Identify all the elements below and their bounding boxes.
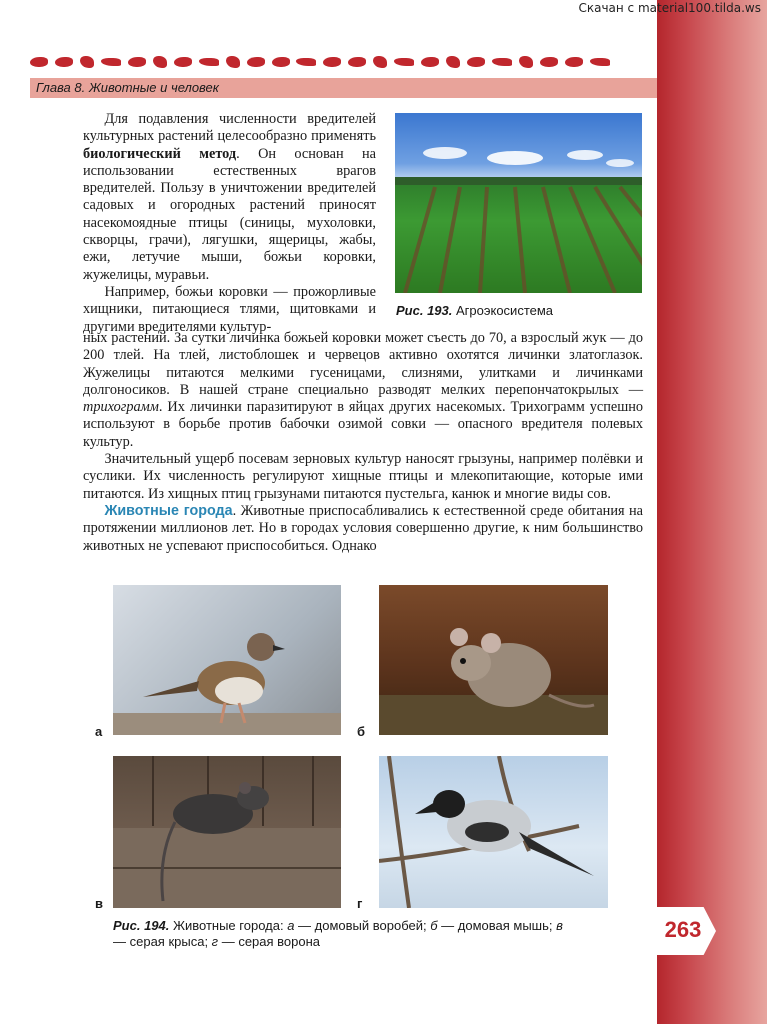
photo-letter-a: а [95, 724, 103, 739]
caption-text: — домовый воробей; [294, 918, 431, 933]
page-number: 263 [664, 917, 702, 942]
text-span: Для подавления численности вредителей культурных растений целесообразно применять [83, 111, 376, 145]
paragraph [83, 111, 376, 284]
animal-icon [421, 57, 439, 67]
animal-icon [565, 57, 583, 67]
mouse-photo [379, 585, 608, 735]
rat-photo [113, 756, 341, 908]
bold-term: биологический метод [83, 145, 237, 162]
text-span: Значительный ущерб посевам зерновых культур наносят грызуны, например полёвки и суслики. Их численность регулируют хищные птицы и млекопитающие, которые ими питаются. Из хищных птиц грызунами питаются пустельга, канюк и многие виды сов. [83, 451, 643, 502]
animal-icon [247, 57, 265, 67]
animal-icon [199, 58, 219, 66]
figure-193-caption [396, 303, 553, 318]
crow-photo [379, 756, 608, 908]
photo-letter-b: б [357, 724, 366, 739]
sparrow-photo [113, 585, 341, 735]
animal-icon [128, 57, 146, 67]
caption-letter: г [211, 934, 219, 949]
text-span: . Их личинки паразитируют в яйцах других насекомых. Трихограмм успешно используют в борьбе против бабочки озимой совки — опасного вредителя полевых культур. [83, 399, 643, 450]
caption-text: — домовая мышь; [437, 918, 557, 933]
animal-icon [272, 57, 290, 67]
photo-letter-g: г [357, 896, 363, 911]
animal-icon [55, 57, 73, 67]
figure-label: Рис. 193. [396, 303, 453, 318]
animal-icon [446, 56, 460, 68]
text-span: . Животные приспосабливались к естественной среде обитания на протяжении миллионов лет. Но в городах условия совершенно другие, к ним большинство животных не успевают приспособиться. Однако [83, 502, 643, 554]
mouse-graphic [379, 585, 608, 735]
sparrow-graphic [113, 585, 341, 735]
text-span: Например, божьи коровки — прожорливые хищники, питающиеся тлями, щитовками и другими вредителями культур- [83, 283, 376, 335]
animal-silhouette-strip [30, 52, 610, 72]
text-span: ных растений. За сутки личинка божьей коровки может съесть до 70, а взрослый жук — до 200 тлей. На тлей, листоблошек и червецов активно охотятся личинки златоглазок. Жужелицы питаются мелкими гусеницами, слизнями, улитками и личинками долгоносиков. В нашей стране специально разводят мелких перепончатокрылых — [83, 330, 643, 398]
animal-icon [373, 56, 387, 68]
caption-text: — серая крыса; [113, 934, 212, 949]
text-column [83, 111, 376, 336]
agroecosystem-photo [395, 113, 642, 293]
paragraph [83, 503, 643, 555]
animal-icon [590, 58, 610, 66]
animal-icon [226, 56, 240, 68]
watermark: Скачан с material100.tilda.ws [578, 1, 761, 15]
photo-letter-v: в [95, 896, 103, 911]
chapter-title: Глава 8. Животные и человек [36, 80, 219, 95]
animal-icon [296, 58, 316, 66]
animal-icon [540, 57, 558, 67]
animal-icon [174, 57, 192, 67]
animal-icon [519, 56, 533, 68]
caption-text: Агроэкосистема [452, 303, 554, 318]
italic-term: трихограмм [83, 399, 159, 416]
right-page-band [657, 0, 767, 1024]
paragraph [83, 284, 376, 336]
animal-icon [323, 57, 341, 67]
figure-label: Рис. 194. [113, 918, 170, 933]
animal-icon [153, 56, 167, 68]
animal-icon [467, 57, 485, 67]
text-main [83, 330, 643, 555]
animal-icon [80, 56, 94, 68]
animal-icon [394, 58, 414, 66]
paragraph [83, 451, 643, 503]
animal-icon [101, 58, 121, 66]
field-rows-graphic [395, 113, 642, 293]
paragraph [83, 330, 643, 451]
animal-icon [348, 57, 366, 67]
caption-text: Животные города: [169, 918, 288, 933]
rat-graphic [113, 756, 341, 908]
animal-icon [30, 57, 48, 67]
crow-graphic [379, 756, 608, 908]
animal-icon [492, 58, 512, 66]
caption-letter: б [430, 918, 438, 933]
section-heading: Животные города [104, 502, 233, 519]
figure-194-caption [113, 918, 573, 950]
caption-text: — серая ворона [218, 934, 321, 949]
caption-letter: а [287, 918, 295, 933]
caption-letter: в [556, 918, 563, 933]
text-span: . Он основан на использовании естественных врагов вредителей. Пользу в уничтожении вредителей садовых и огородных растений приносят насекомоядные птицы (синицы, мухоловки, скворцы, грачи), лягушки, ящерицы, жабы, ежи, летучие мыши, божьи коровки, жужелицы, муравьи. [83, 145, 376, 283]
